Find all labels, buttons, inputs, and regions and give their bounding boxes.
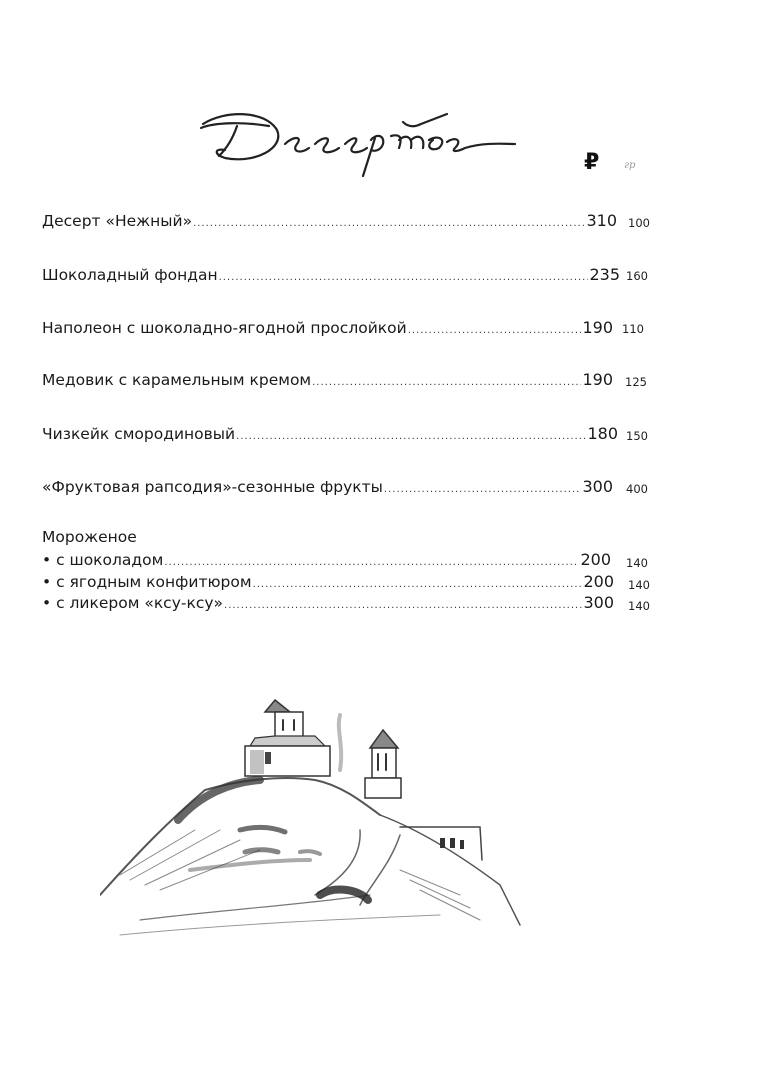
item-name: • с ликером «ксу-ксу» [42,594,224,612]
item-weight: 140 [628,599,650,613]
leader-dots [164,553,579,573]
item-name: «Фруктовая рапсодия»-сезонные фрукты [42,478,383,496]
item-weight: 400 [626,482,648,496]
item-name: • с шоколадом [42,551,164,569]
menu-item [42,424,617,447]
item-name: Десерт «Нежный» [42,212,193,230]
menu-title [185,92,525,192]
item-weight: 125 [625,375,647,389]
item-price: 300 [582,477,613,496]
item-weight: 100 [628,216,650,230]
item-weight: 140 [626,556,648,570]
item-price: 200 [580,550,611,569]
item-name: Медовик с карамельным кремом [42,371,312,389]
leader-dots [253,575,583,595]
item-name: Наполеон с шоколадно-ягодной прослойкой [42,319,407,337]
item-name: Чизкейк смородиновый [42,425,236,443]
menu-item [42,318,617,341]
item-name: • с ягодным конфитюром [42,573,252,591]
currency-column-header: ₽ [584,150,600,175]
menu-item [42,572,617,595]
leader-dots [312,373,581,393]
menu-item [42,593,617,616]
leader-dots [236,427,586,447]
item-price: 200 [583,572,614,591]
item-price: 190 [582,370,613,389]
item-price: 190 [582,318,613,337]
item-price: 300 [583,593,614,612]
menu-item [42,265,620,288]
item-price: 235 [589,265,620,284]
leader-dots [193,214,585,234]
menu-item [42,550,617,573]
menu-item [42,477,617,500]
leader-dots [224,596,582,616]
handwritten-title-icon [185,92,525,192]
leader-dots [408,321,582,341]
item-weight: 140 [628,578,650,592]
menu-item [42,370,617,393]
leader-dots [219,268,589,288]
item-weight: 110 [622,322,644,336]
item-price: 310 [586,211,617,230]
leader-dots [384,480,582,500]
item-weight: 160 [626,269,648,283]
church-sketch-icon [100,680,560,950]
item-weight: 150 [626,429,648,443]
hilltop-church-illustration [100,680,560,950]
item-price: 180 [587,424,618,443]
menu-item [42,211,617,234]
section-heading-ice-cream: Мороженое [42,528,137,546]
weight-column-header: гр [624,160,636,171]
item-name: Шоколадный фондан [42,266,218,284]
